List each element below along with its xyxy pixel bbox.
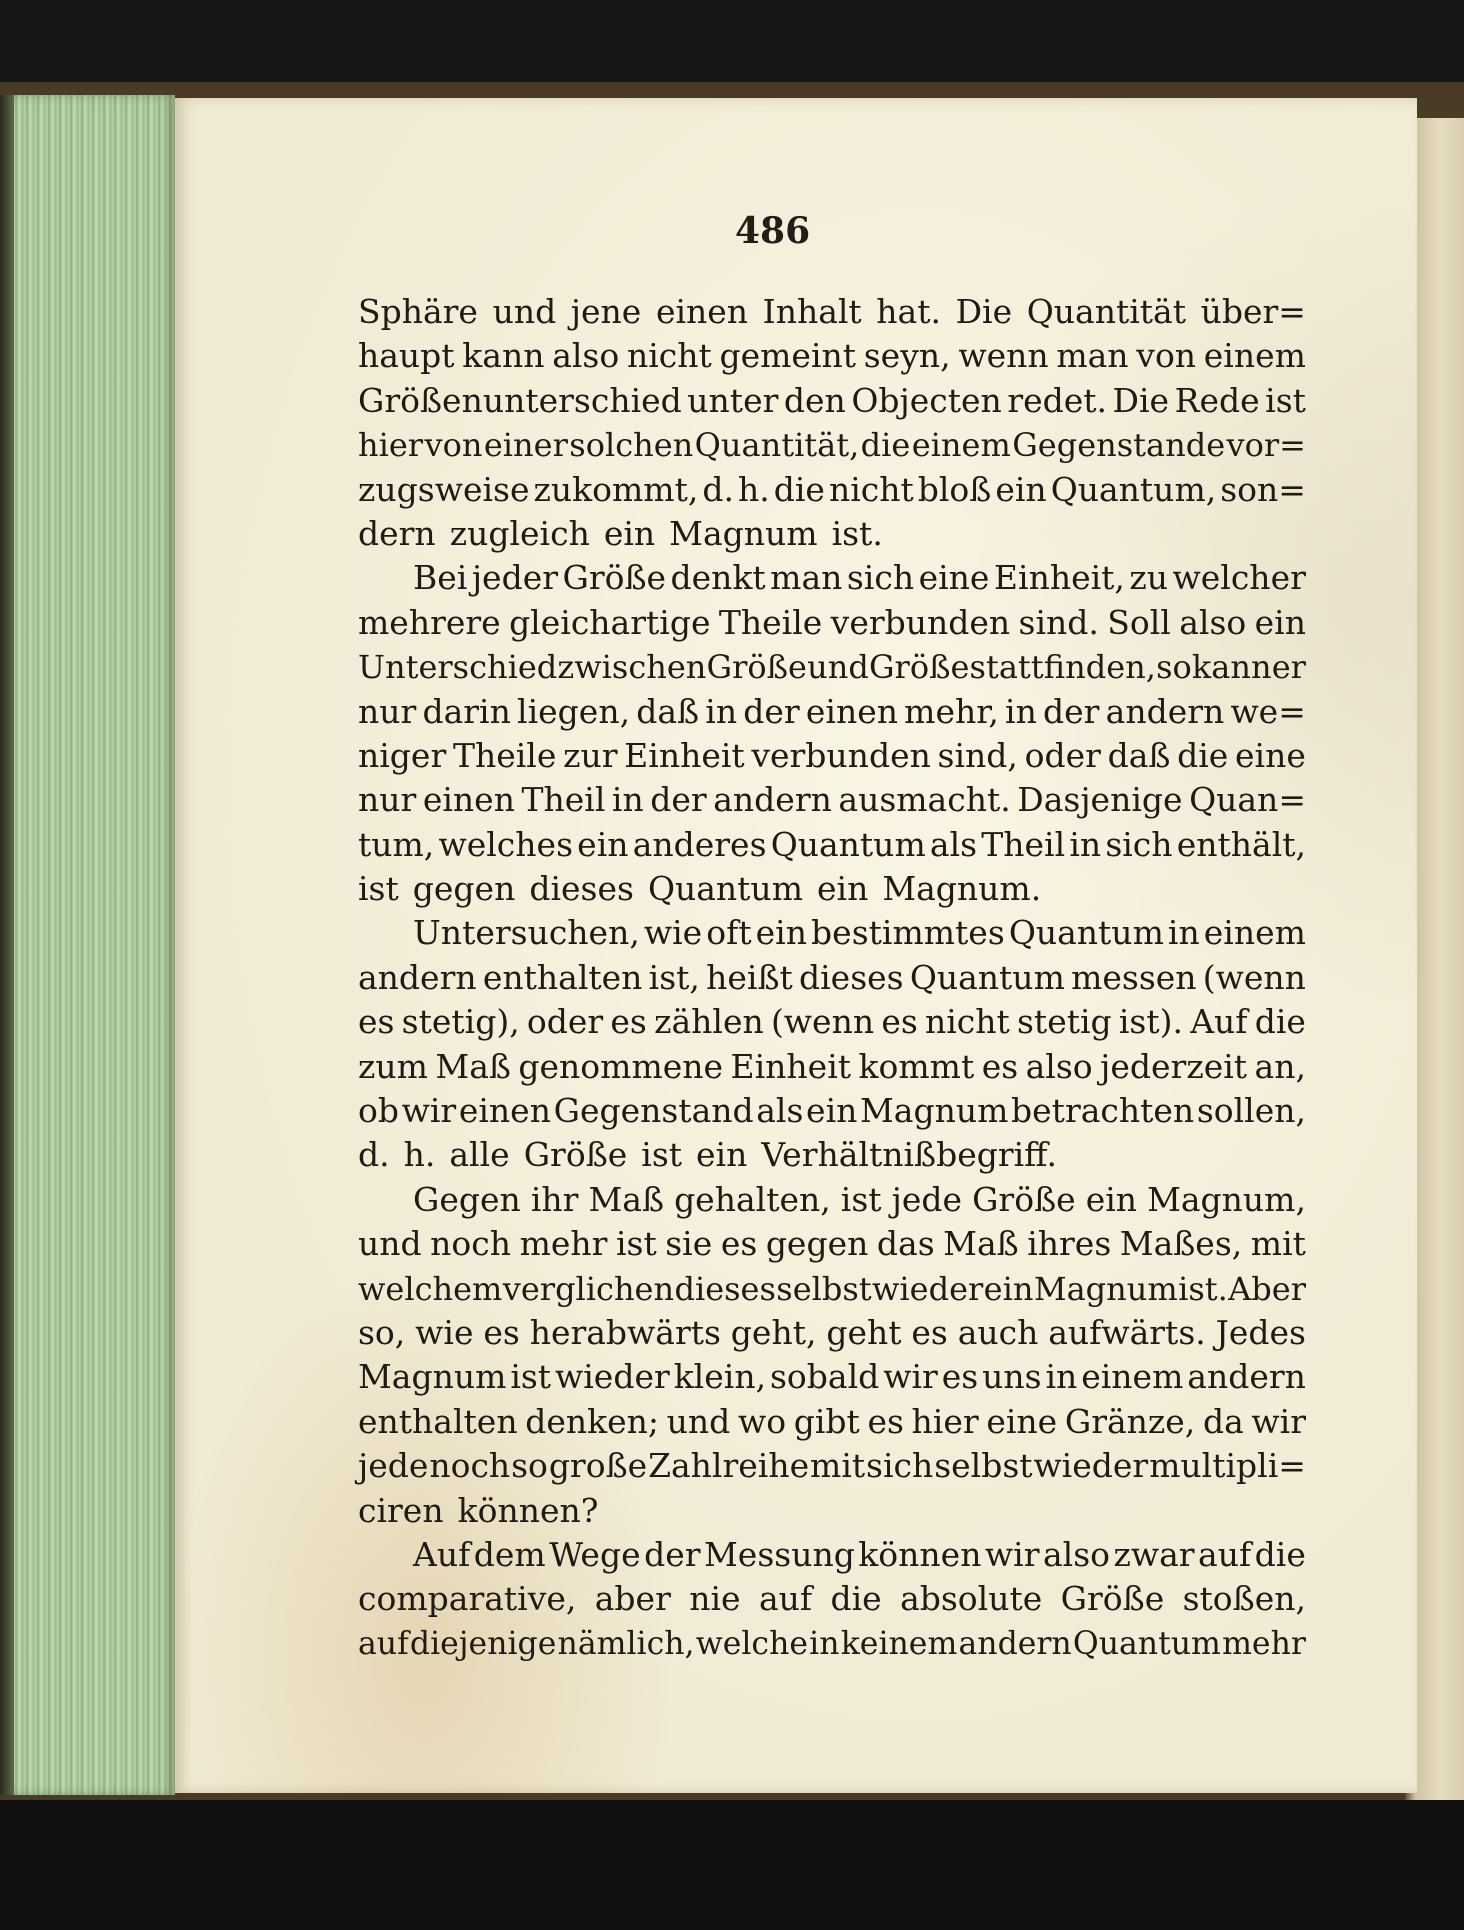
text-line: Bei jeder Größe denkt man sich eine Einheit, zu welcher — [413, 558, 1306, 598]
text-line: enthalten denken; und wo gibt es hier eine Gränze, da wir — [358, 1401, 1306, 1441]
text-line: es stetig), oder es zählen (wenn es nicht stetig ist). Auf die — [358, 1002, 1306, 1042]
text-line: d. h. alle Größe ist ein Verhältnißbegriff. — [358, 1135, 1057, 1175]
text-line: nur einen Theil in der andern ausmacht. Dasjenige Quan= — [358, 780, 1306, 820]
page-edges — [0, 95, 175, 1795]
body-text — [358, 290, 1306, 1666]
text-line: und noch mehr ist sie es gegen das Maß ihres Maßes, mit — [358, 1224, 1306, 1264]
spine-shadow — [0, 95, 14, 1795]
text-line: welchem verglichen dieses selbst wieder ein Magnum ist. Aber — [358, 1269, 1306, 1308]
text-line: nur darin liegen, daß in der einen mehr, in der andern we= — [358, 691, 1306, 731]
page-number: 486 — [735, 210, 811, 252]
text-line: niger Theile zur Einheit verbunden sind, oder daß die eine — [358, 735, 1306, 775]
text-line: ciren können? — [358, 1490, 599, 1530]
text-line: comparative, aber nie auf die absolute Größe stoßen, — [358, 1579, 1306, 1619]
text-line: Untersuchen, wie oft ein bestimmtes Quantum in einem — [413, 913, 1306, 953]
text-line: ob wir einen Gegenstand als ein Magnum betrachten sollen, — [358, 1091, 1306, 1131]
text-line: tum, welches ein anderes Quantum als Theil in sich enthält, — [358, 824, 1306, 864]
text-line: andern enthalten ist, heißt dieses Quantum messen (wenn — [358, 957, 1306, 997]
text-line: auf diejenige nämlich, welche in keinem andern Quantum mehr — [358, 1625, 1306, 1662]
text-line: Größenunterschied unter den Objecten redet. Die Rede ist — [358, 380, 1306, 420]
text-line: Magnum ist wieder klein, sobald wir es uns in einem andern — [358, 1357, 1306, 1397]
text-line: zum Maß genommene Einheit kommt es also jederzeit an, — [358, 1046, 1306, 1086]
text-line: ist gegen dieses Quantum ein Magnum. — [358, 869, 1042, 909]
text-line: so, wie es herabwärts geht, geht es auch aufwärts. Jedes — [358, 1312, 1306, 1352]
text-line: zugsweise zukommt, d. h. die nicht bloß ein Quantum, son= — [358, 469, 1306, 509]
text-line: hier von einer solchen Quantität, die einem Gegenstande vor= — [358, 426, 1306, 465]
text-line: mehrere gleichartige Theile verbunden sind. Soll also ein — [358, 602, 1306, 642]
text-line: dern zugleich ein Magnum ist. — [358, 513, 883, 553]
background-top — [0, 0, 1464, 90]
text-line: jede noch so große Zahlreihe mit sich selbst wieder multipli= — [358, 1446, 1306, 1486]
text-line: Auf dem Wege der Messung können wir also zwar auf die — [413, 1534, 1306, 1574]
text-line: Gegen ihr Maß gehalten, ist jede Größe ein Magnum, — [413, 1179, 1306, 1219]
text-line: Sphäre und jene einen Inhalt hat. Die Quantität über= — [358, 292, 1306, 331]
text-line: haupt kann also nicht gemeint seyn, wenn man von einem — [358, 336, 1306, 376]
background-bottom — [0, 1800, 1464, 1930]
text-line: Unterschied zwischen Größe und Größe statt finden, so kann er — [358, 648, 1306, 687]
